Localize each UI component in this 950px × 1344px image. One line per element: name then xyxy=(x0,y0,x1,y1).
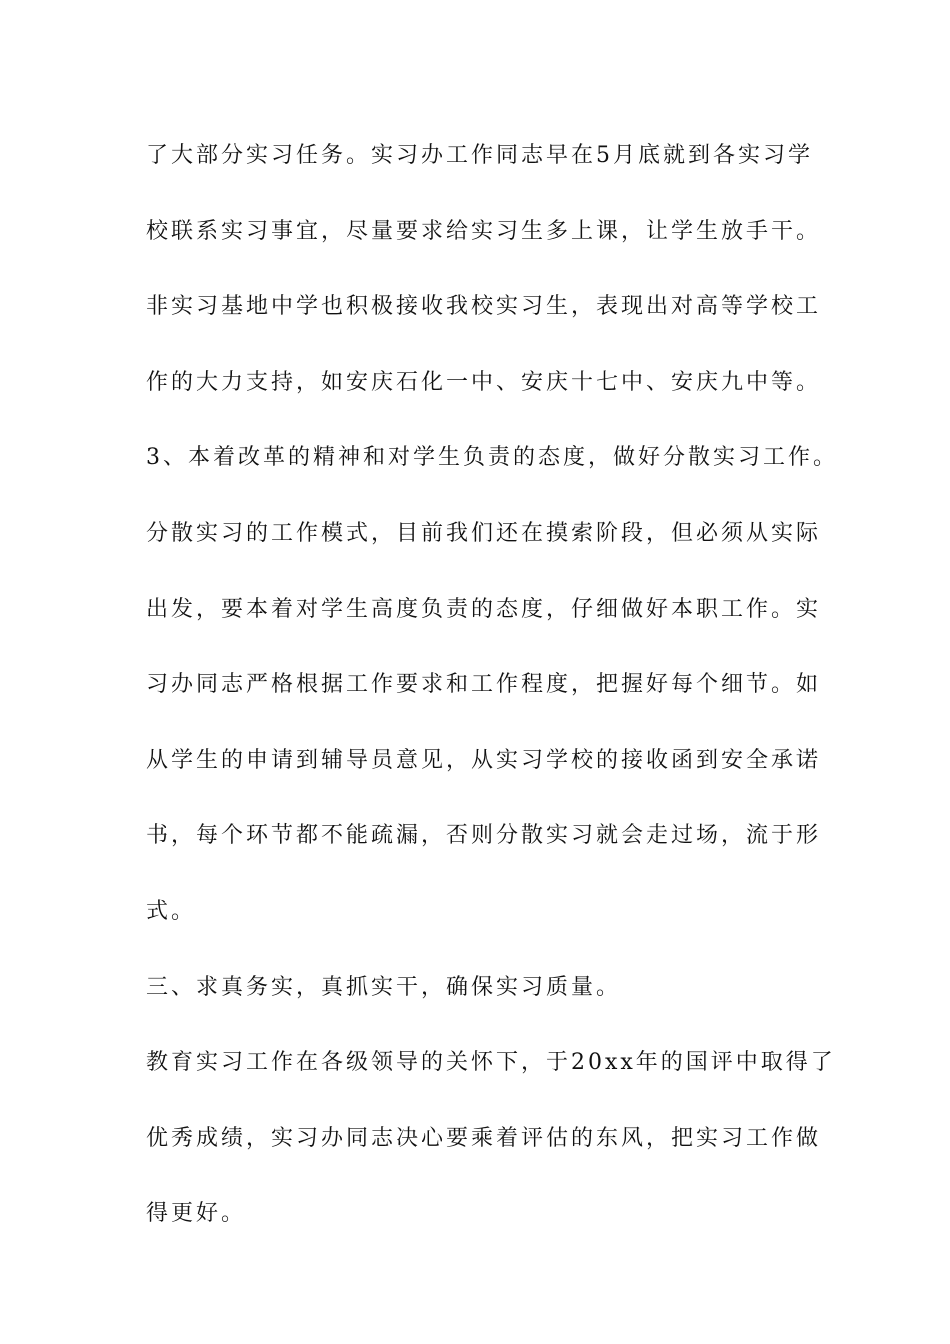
text-line-8: 习办同志严格根据工作要求和工作程度，把握好每个细节。如 xyxy=(146,672,822,698)
text-line-13: 教育实习工作在各级领导的关怀下，于20xx年的国评中取得了 xyxy=(146,1050,836,1076)
text-line-7: 出发，要本着对学生高度负责的态度，仔细做好本职工作。实 xyxy=(146,596,822,622)
text-line-6: 分散实习的工作模式，目前我们还在摸索阶段，但必须从实际 xyxy=(146,520,822,546)
text-line-11: 式。 xyxy=(146,898,197,924)
text-line-2: 校联系实习事宜，尽量要求给实习生多上课，让学生放手干。 xyxy=(146,218,822,244)
text-line-14: 优秀成绩，实习办同志决心要乘着评估的东风，把实习工作做 xyxy=(146,1125,822,1151)
text-line-4: 作的大力支持，如安庆石化一中、安庆十七中、安庆九中等。 xyxy=(146,369,822,395)
body-text xyxy=(146,126,838,1260)
text-line-9: 从学生的申请到辅导员意见，从实习学校的接收函到安全承诺 xyxy=(146,747,822,773)
text-line-5: 3、本着改革的精神和对学生负责的态度，做好分散实习工作。 xyxy=(146,445,838,471)
text-line-15: 得更好。 xyxy=(146,1201,247,1227)
text-line-3: 非实习基地中学也积极接收我校实习生，表现出对高等学校工 xyxy=(146,294,822,320)
text-line-1: 了大部分实习任务。实习办工作同志早在5月底就到各实习学 xyxy=(146,143,813,168)
text-line-10: 书，每个环节都不能疏漏，否则分散实习就会走过场，流于形 xyxy=(146,823,822,849)
section-heading: 三、求真务实，真抓实干，确保实习质量。 xyxy=(146,974,622,1000)
